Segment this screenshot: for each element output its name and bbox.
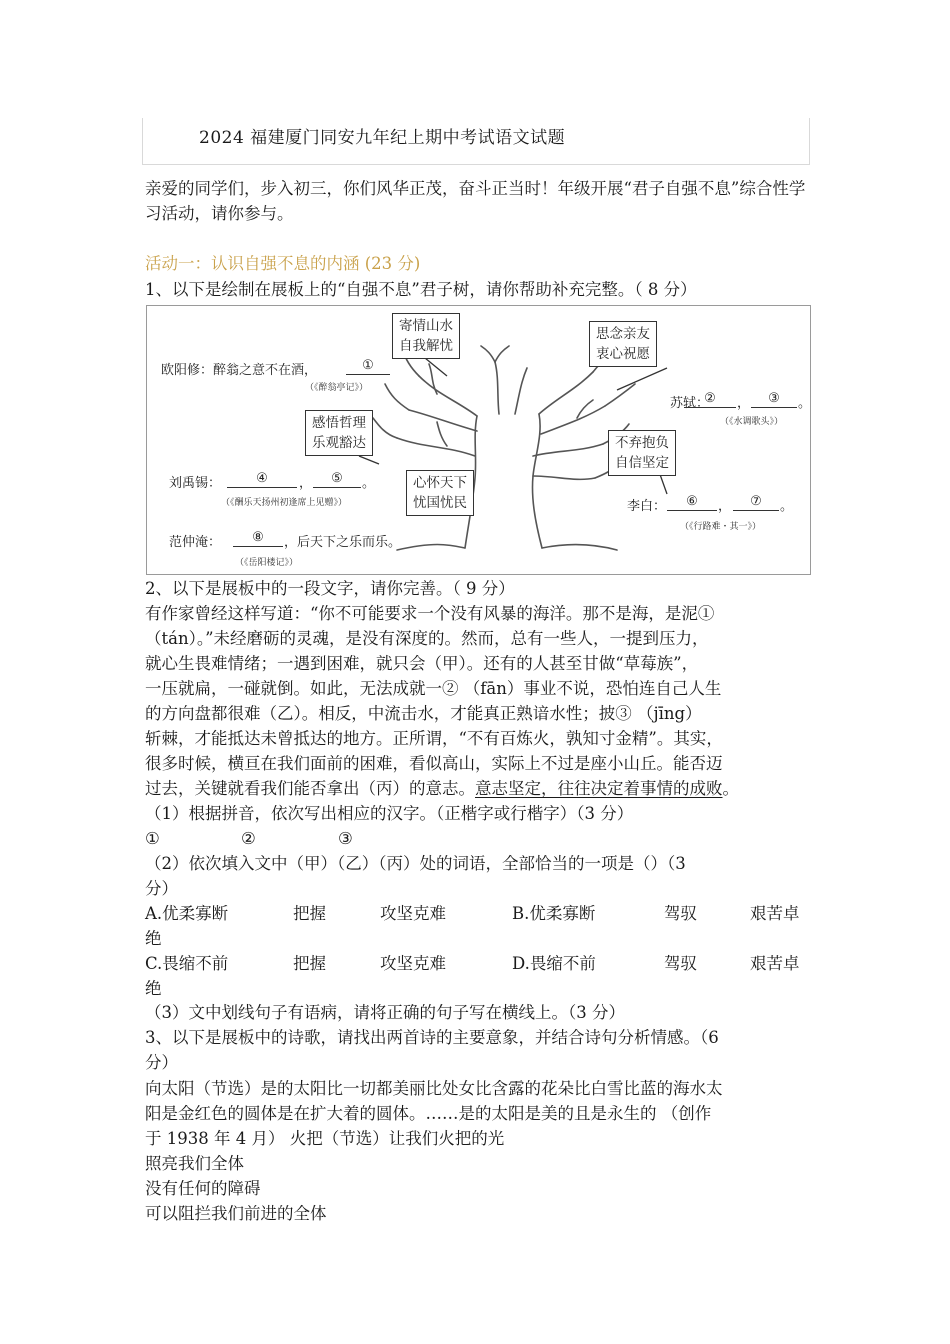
libai-source: （《行路难・其一》） <box>680 522 762 532</box>
option-d-tail: 绝 <box>145 979 162 998</box>
activity-heading: 活动一：认识自强不息的内涵 (23 分) <box>145 254 421 273</box>
poem-line: 可以阻拦我们前进的全体 <box>145 1204 327 1223</box>
poem-line: 阳是金红色的圆体是在扩大着的圆体。……是的太阳是美的且是永生的 （创作 <box>145 1104 712 1123</box>
question-3: 3、以下是展板中的诗歌，请找出两首诗的主要意象，并结合诗句分析情感。（6 <box>145 1028 719 1047</box>
blank-7: ⑦ <box>733 494 779 511</box>
blank-8: ⑧ <box>233 530 283 547</box>
passage-line: 一压就扁，一碰就倒。如此，无法成就一② （fān）事业不说，恐怕连自己人生 <box>145 679 722 698</box>
passage-line: 就心生畏难情绪；一遇到困难，就只会（甲）。还有的人甚至甘做“草莓族”， <box>145 654 699 673</box>
blank-4: ④ <box>227 471 297 488</box>
option-b: B.优柔寡断 <box>512 904 596 923</box>
tree-box-ambition <box>608 430 676 476</box>
subquestion-1: （1）根据拼音，依次写出相应的汉字。（正楷字或行楷字）（3 分） <box>145 804 634 823</box>
passage-line: 很多时候，横亘在我们面前的困难，看似高山，实际上不过是座小山丘。能否迈 <box>145 754 723 773</box>
liu-period: 。 <box>362 476 376 491</box>
sushi-source: （《水调歌头》） <box>720 417 784 427</box>
option-row-cd <box>145 951 810 976</box>
tree-box-landscape <box>392 313 460 359</box>
answer-mark-1: ① <box>145 829 160 848</box>
liu-source: （《酬乐天扬州初逢席上见赠》） <box>221 498 348 508</box>
tree-box-family <box>589 321 657 367</box>
option-b-tail: 绝 <box>145 929 162 948</box>
option-b-word2: 驾驭 <box>664 904 697 923</box>
question-3-cont: 分） <box>145 1053 178 1072</box>
option-c-word3: 攻坚克难 <box>380 954 446 973</box>
option-a-word3: 攻坚克难 <box>380 904 446 923</box>
option-d-word3: 艰苦卓 <box>750 954 800 973</box>
fan-label: 范仲淹： <box>169 535 222 550</box>
subquestion-2-cont: 分） <box>145 879 178 898</box>
blank-6: ⑥ <box>667 494 717 511</box>
answer-mark-3: ③ <box>338 829 353 848</box>
tree-box-line: 衷心祝愿 <box>596 346 650 362</box>
liu-comma: ， <box>299 476 313 491</box>
passage-text: 。 <box>722 779 739 798</box>
liu-label: 刘禹锡： <box>169 476 222 491</box>
libai-comma: ， <box>718 499 732 514</box>
poem-line: 照亮我们全体 <box>145 1154 244 1173</box>
poem-line: 于 1938 年 4 月） 火把（节选）让我们火把的光 <box>145 1129 505 1148</box>
passage-line <box>145 776 739 801</box>
ouyang-source: （《醉翁亭记》） <box>305 383 369 393</box>
libai-period: 。 <box>780 499 794 514</box>
tree-box-line: 心怀天下 <box>413 475 467 491</box>
blank-5: ⑤ <box>313 471 361 488</box>
answer-mark-2: ② <box>241 829 256 848</box>
underlined-sentence: 意志坚定，往往决定着事情的成败 <box>475 779 723 798</box>
fan-source: （《岳阳楼记》） <box>235 558 299 568</box>
title-box <box>142 118 810 165</box>
tree-box-line: 自信坚定 <box>615 455 669 471</box>
question-2: 2、以下是展板中的一段文字，请你完善。（ 9 分） <box>145 579 515 598</box>
tree-box-line: 忧国忧民 <box>413 495 467 511</box>
poem-line: 没有任何的障碍 <box>145 1179 261 1198</box>
blank-1: ① <box>346 358 390 375</box>
subquestion-3: （3）文中划线句子有语病，请将正确的句子写在横线上。（3 分） <box>145 1003 625 1022</box>
libai-label: 李白： <box>627 499 667 514</box>
passage-line: （tán）。”未经磨砺的灵魂，是没有深度的。然而，总有一些人，一提到压力， <box>145 629 709 648</box>
answer-marks <box>145 826 810 851</box>
tree-box-line: 不弃抱负 <box>615 435 669 451</box>
tree-box-line: 乐观豁达 <box>312 435 366 451</box>
passage-text: 过去，关键就看我们能否拿出（丙）的意志。 <box>145 779 475 798</box>
subquestion-2: （2）依次填入文中（甲）（乙）（丙）处的词语，全部恰当的一项是（）（3 <box>145 854 686 873</box>
tree-box-country <box>406 470 474 516</box>
option-b-word3: 艰苦卓 <box>750 904 800 923</box>
tree-box-line: 自我解忧 <box>399 338 453 354</box>
passage-line: 的方向盘都很难（乙）。相反，中流击水，才能真正熟谙水性；披③ （jīng） <box>145 704 702 723</box>
tree-box-line: 感悟哲理 <box>312 415 366 431</box>
blank-2: ② <box>684 391 736 408</box>
poem-line: 向太阳（节选）是的太阳比一切都美丽比处女比含露的花朵比白雪比蓝的海水太 <box>145 1079 723 1098</box>
page-title: 2024 福建厦门同安九年纪上期中考试语文试题 <box>199 128 566 148</box>
option-a-word2: 把握 <box>293 904 326 923</box>
passage-line: 有作家曾经这样写道：“你不可能要求一个没有风暴的海洋。那不是海，是泥① <box>145 604 715 623</box>
passage-line: 斩棘，才能抵达未曾抵达的地方。正所谓，“不有百炼火，孰知寸金精”。其实， <box>145 729 723 748</box>
sushi-comma: ， <box>737 396 751 411</box>
question-1: 1、以下是绘制在展板上的“自强不息”君子树，请你帮助补充完整。（ 8 分） <box>145 280 697 299</box>
fan-tail: ，后天下之乐而乐。 <box>284 535 402 550</box>
option-d: D.畏缩不前 <box>512 954 596 973</box>
sushi-label: 苏轼： <box>670 396 710 411</box>
option-d-word2: 驾驭 <box>664 954 697 973</box>
option-c: C.畏缩不前 <box>145 954 229 973</box>
option-row-ab <box>145 901 810 926</box>
ouyang-line: 欧阳修：醉翁之意不在酒， <box>161 363 318 378</box>
tree-box-philosophy <box>305 410 373 456</box>
intro-paragraph: 亲爱的同学们，步入初三，你们风华正茂，奋斗正当时！年级开展“君子自强不息”综合性学习活动，请你参与。 <box>145 179 806 223</box>
tree-diagram <box>146 305 811 575</box>
blank-3: ③ <box>751 391 797 408</box>
tree-box-line: 寄情山水 <box>399 318 453 334</box>
sushi-period: 。 <box>798 396 812 411</box>
option-c-word2: 把握 <box>293 954 326 973</box>
tree-box-line: 思念亲友 <box>596 326 650 342</box>
option-a: A.优柔寡断 <box>145 904 229 923</box>
